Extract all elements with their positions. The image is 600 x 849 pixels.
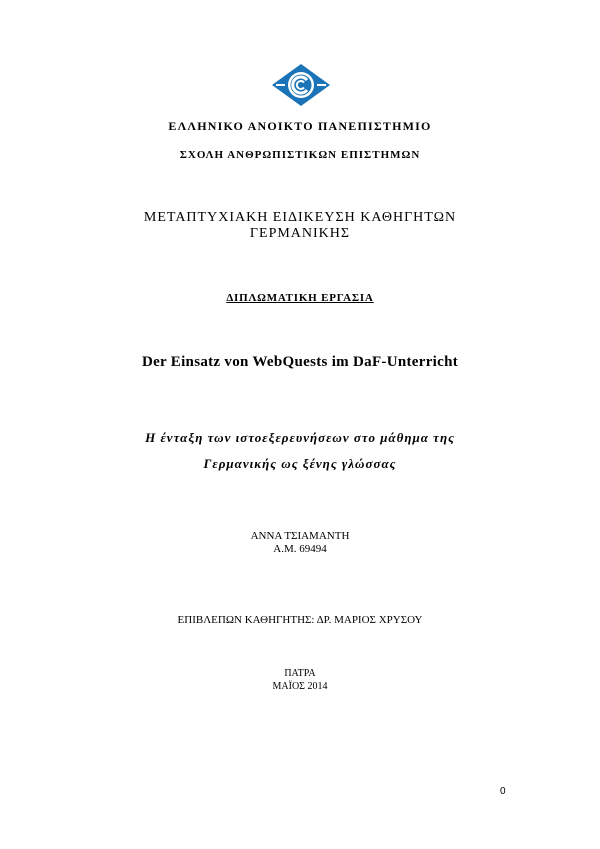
title-greek-line-2: Γερμανικής ως ξένης γλώσσας — [203, 456, 397, 471]
student-id: Α.Μ. 69494 — [273, 543, 327, 555]
page-number: 0 — [500, 786, 506, 797]
author-block — [0, 530, 600, 556]
date: ΜΑΪΟΣ 2014 — [272, 681, 328, 692]
title-german: Der Einsatz von WebQuests im DaF-Unterricht — [141, 354, 459, 370]
author-name: ΑΝΝΑ ΤΣΙΑΜΑΝΤΗ — [250, 530, 350, 542]
program-name — [130, 210, 470, 242]
program-line-2: ΓΕΡΜΑΝΙΚΗΣ — [249, 226, 351, 241]
title-greek — [110, 425, 490, 477]
city: ΠΑΤΡΑ — [284, 668, 316, 679]
program-line-1: ΜΕΤΑΠΤΥΧΙΑΚΗ ΕΙΔΙΚΕΥΣΗ ΚΑΘΗΓΗΤΩΝ — [143, 210, 457, 225]
university-name: ΕΛΛΗΝΙΚΟ ΑΝΟΙΚΤΟ ΠΑΝΕΠΙΣΤΗΜΙΟ — [168, 119, 432, 133]
place-date-block — [0, 667, 600, 693]
school-name: ΣΧΟΛΗ ΑΝΘΡΩΠΙΣΤΙΚΩΝ ΕΠΙΣΤΗΜΩΝ — [179, 149, 421, 161]
university-logo-icon — [271, 63, 331, 107]
supervisor: ΕΠΙΒΛΕΠΩΝ ΚΑΘΗΓΗΤΗΣ: ΔΡ. ΜΑΡΙΟΣ ΧΡΥΣΟΥ — [177, 614, 423, 626]
document-type: ΔΙΠΛΩΜΑΤΙΚΗ ΕΡΓΑΣΙΑ — [226, 292, 374, 304]
title-greek-line-1: Η ένταξη των ιστοεξερευνήσεων στο μάθημα της — [145, 430, 455, 445]
